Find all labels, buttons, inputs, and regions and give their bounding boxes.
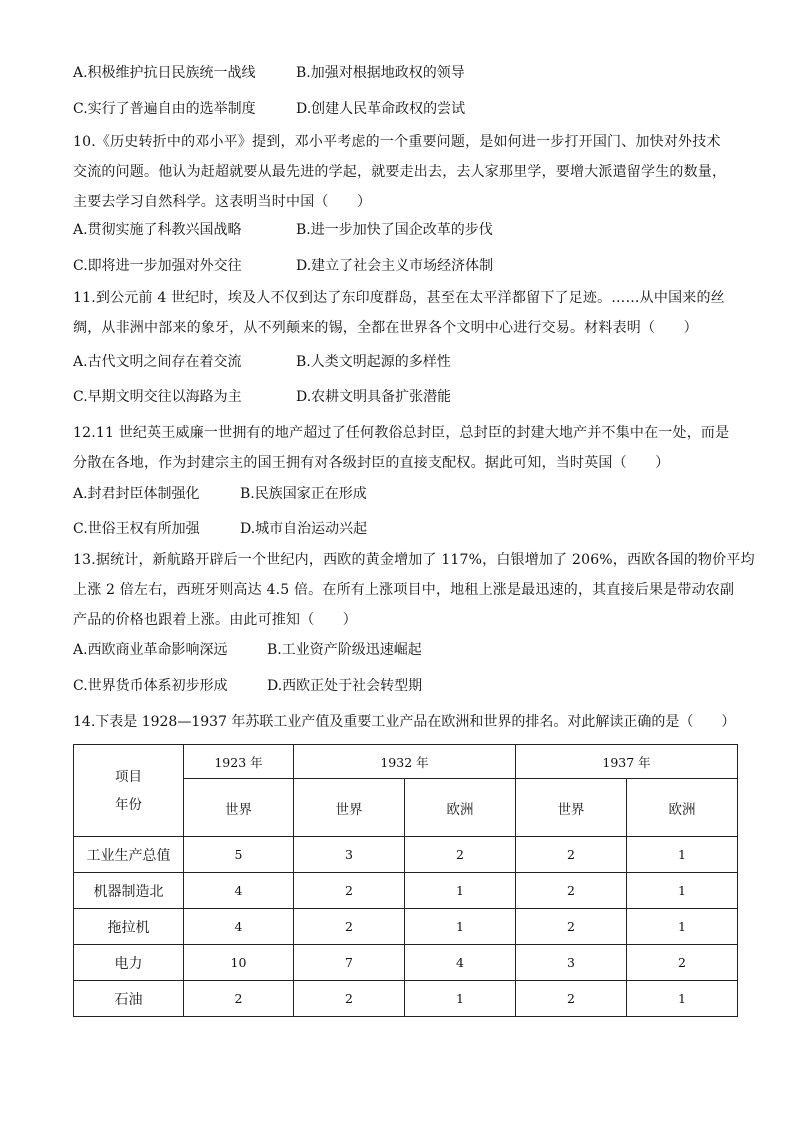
q10-stem-line: 交流的问题。他认为赶超就要从最先进的学起，就要走出去，去人家那里学，要增大派遣留学生的数量， (73, 164, 727, 180)
row-item: 机器制造北 (74, 873, 184, 909)
q13-stem-line: 13.据统计，新航路开辟后一个世纪内，西欧的黄金增加了 117%，白银增加了 206%，西欧各国的物价平均 (73, 552, 755, 568)
rank-cell: 10 (184, 945, 294, 981)
rank-cell: 1 (627, 981, 738, 1017)
q13-option-a: A.西欧商业革命影响深远 (73, 642, 228, 658)
q9-option-c: C.实行了普遍自由的选举制度 (73, 101, 256, 117)
rank-cell: 1 (405, 909, 516, 945)
q13-option-b: B.工业资产阶级迅速崛起 (267, 642, 422, 658)
q12-stem-line: 12.11 世纪英王威廉一世拥有的地产超过了任何教俗总封臣，总封臣的封建大地产并不集中在一处，而是 (73, 425, 730, 441)
scope-header: 世界 (294, 779, 405, 837)
rank-cell: 4 (405, 945, 516, 981)
scope-header: 欧洲 (627, 779, 738, 837)
q10-stem-line: 10.《历史转折中的邓小平》提到，邓小平考虑的一个重要问题，是如何进一步打开国门、加快对外技术 (73, 134, 721, 150)
q9-option-b: B.加强对根据地政权的领导 (296, 65, 465, 81)
q10-options-row-2 (73, 256, 733, 276)
scope-header: 世界 (516, 779, 627, 837)
table-row (74, 945, 738, 981)
rank-cell: 1 (627, 837, 738, 873)
rank-cell: 3 (516, 945, 627, 981)
rank-cell: 2 (516, 837, 627, 873)
q12-option-d: D.城市自治运动兴起 (240, 521, 368, 537)
q9-options-row-2 (73, 99, 733, 119)
q10-option-b: B.进一步加快了国企改革的步伐 (296, 222, 493, 238)
rank-cell: 5 (184, 837, 294, 873)
year-header: 1932 年 (294, 745, 516, 779)
q12-options-row-1 (73, 484, 733, 504)
q10-option-a: A.贯彻实施了科教兴国战略 (73, 222, 242, 238)
q11-option-d: D.农耕文明具备扩张潜能 (296, 389, 452, 405)
q13-options-row-1 (73, 640, 733, 660)
year-header: 1923 年 (184, 745, 294, 779)
row-item: 拖拉机 (74, 909, 184, 945)
q13-stem-line: 产品的价格也跟着上涨。由此可推知（ ） (73, 612, 357, 628)
corner-item-label: 项目 (115, 768, 142, 785)
table-row (74, 909, 738, 945)
scope-header: 世界 (184, 779, 294, 837)
q10-options-row-1 (73, 220, 733, 240)
rank-cell: 3 (294, 837, 405, 873)
ranking-table (73, 744, 738, 1017)
rank-cell: 2 (294, 909, 405, 945)
q10-option-c: C.即将进一步加强对外交往 (73, 258, 242, 274)
q11-options-row-2 (73, 387, 733, 407)
q11-option-c: C.早期文明交往以海路为主 (73, 389, 242, 405)
rank-cell: 1 (627, 873, 738, 909)
q12-option-b: B.民族国家正在形成 (240, 486, 367, 502)
q11-stem-line: 绸，从非洲中部来的象牙，从不列颠来的锡，全都在世界各个文明中心进行交易。材料表明（ ） (73, 320, 698, 336)
q11-option-b: B.人类文明起源的多样性 (296, 354, 451, 370)
scope-header: 欧洲 (405, 779, 516, 837)
q11-option-a: A.古代文明之间存在着交流 (73, 354, 242, 370)
rank-cell: 1 (405, 981, 516, 1017)
rank-cell: 2 (294, 981, 405, 1017)
rank-cell: 2 (516, 981, 627, 1017)
q11-options-row-1 (73, 352, 733, 372)
rank-cell: 2 (516, 873, 627, 909)
table-row (74, 873, 738, 909)
rank-cell: 7 (294, 945, 405, 981)
year-header: 1937 年 (516, 745, 738, 779)
row-item: 电力 (74, 945, 184, 981)
q11-stem (73, 283, 733, 343)
q12-options-row-2 (73, 519, 733, 539)
q12-stem (73, 418, 733, 478)
q9-option-a: A.积极维护抗日民族统一战线 (73, 65, 256, 81)
q13-option-d: D.西欧正处于社会转型期 (267, 678, 423, 694)
corner-year-label: 年份 (115, 796, 142, 813)
rank-cell: 4 (184, 873, 294, 909)
rank-cell: 2 (405, 837, 516, 873)
q9-options-row-1 (73, 63, 733, 83)
row-item: 石油 (74, 981, 184, 1017)
rank-cell: 2 (627, 945, 738, 981)
q10-option-d: D.建立了社会主义市场经济体制 (296, 258, 494, 274)
q12-stem-line: 分散在各地，作为封建宗主的国王拥有对各级封臣的直接支配权。据此可知，当时英国（ ） (73, 455, 670, 471)
q12-option-a: A.封君封臣体制强化 (73, 486, 200, 502)
q13-stem (73, 545, 755, 635)
rank-cell: 1 (627, 909, 738, 945)
row-item: 工业生产总值 (74, 837, 184, 873)
q11-stem-line: 11.到公元前 4 世纪时，埃及人不仅到达了东印度群岛，甚至在太平洋都留下了足迹。……从中国来的丝 (73, 290, 725, 306)
table-corner-cell (74, 745, 184, 837)
q9-option-d: D.创建人民革命政权的尝试 (296, 101, 466, 117)
q10-stem (73, 127, 733, 217)
q14-stem: 14.下表是 1928—1937 年苏联工业产值及重要工业产品在欧洲和世界的排名。对此解读正确的是（ ） (73, 714, 736, 730)
rank-cell: 2 (516, 909, 627, 945)
q13-options-row-2 (73, 676, 733, 696)
table-row (74, 837, 738, 873)
q12-option-c: C.世俗王权有所加强 (73, 521, 200, 537)
rank-cell: 2 (184, 981, 294, 1017)
rank-cell: 1 (405, 873, 516, 909)
q13-stem-line: 上涨 2 倍左右，西班牙则高达 4.5 倍。在所有上涨项目中，地租上涨是最迅速的，其直接后果是带动农副 (73, 582, 735, 598)
rank-cell: 2 (294, 873, 405, 909)
rank-cell: 4 (184, 909, 294, 945)
table-header-years (74, 745, 738, 779)
table-row (74, 981, 738, 1017)
q13-option-c: C.世界货币体系初步形成 (73, 678, 228, 694)
q10-stem-line: 主要去学习自然科学。这表明当时中国（ ） (73, 194, 372, 210)
